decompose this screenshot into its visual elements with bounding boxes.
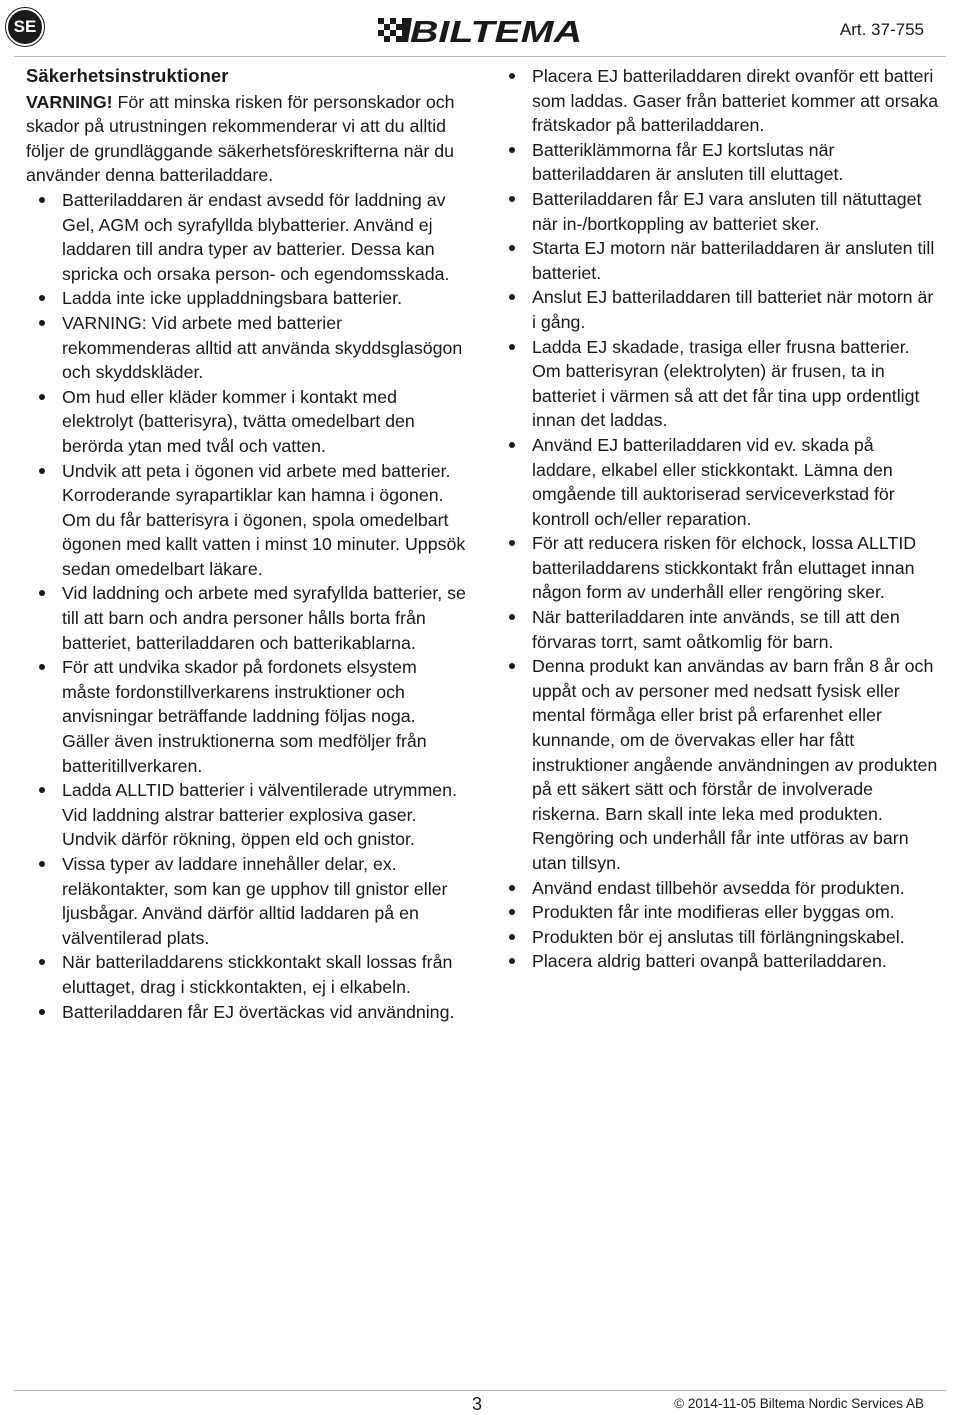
list-item: För att undvika skador på fordonets elsystem måste fordonstillverkarens instruktioner och anvisningar beträffande laddning följas noga. Gäller även instruktionerna som medföljer från batteritillverkaren. <box>26 655 466 778</box>
list-item: VARNING: Vid arbete med batterier rekommenderas alltid att använda skyddsglasögon och skyddskläder. <box>26 311 466 385</box>
right-safety-list <box>508 64 942 974</box>
list-item: Ladda EJ skadade, trasiga eller frusna batterier. Om batterisyran (elektrolyten) är frusen, ta in batteriet i värmen så att det får tina upp ordentligt innan det laddas. <box>508 335 942 433</box>
left-column <box>26 64 466 1024</box>
footer-divider <box>14 1390 946 1391</box>
list-item: Starta EJ motorn när batteriladdaren är ansluten till batteriet. <box>508 236 942 285</box>
svg-text:BILTEMA: BILTEMA <box>410 14 582 46</box>
intro-paragraph <box>26 90 466 188</box>
list-item: Vid laddning och arbete med syrafyllda batterier, se till att barn och andra personer hålls borta från batteriet, batteriladdaren och batterikablarna. <box>26 581 466 655</box>
list-item: Batteriladdaren får EJ vara ansluten till nätuttaget när in-/bortkoppling av batteriet sker. <box>508 187 942 236</box>
list-item: Använd endast tillbehör avsedda för produkten. <box>508 876 942 901</box>
section-heading: Säkerhetsinstruktioner <box>26 65 229 86</box>
intro-warning: VARNING! <box>26 91 113 112</box>
copyright-notice: © 2014-11-05 Biltema Nordic Services AB <box>674 1396 924 1411</box>
list-item: Placera aldrig batteri ovanpå batteriladdaren. <box>508 949 942 974</box>
list-item: När batteriladdaren inte används, se till att den förvaras torrt, samt oåtkomlig för barn. <box>508 605 942 654</box>
list-item: Använd EJ batteriladdaren vid ev. skada på laddare, elkabel eller stickkontakt. Lämna den omgående till auktoriserad serviceverkstad för kontroll och/eller reparation. <box>508 433 942 531</box>
list-item: Batteriladdaren är endast avsedd för laddning av Gel, AGM och syrafyllda blybatterier. Använd ej laddaren till andra typer av batterier. Dessa kan spricka och orsaka person- och egendomsskada. <box>26 188 466 286</box>
language-badge <box>6 8 44 46</box>
list-item: När batteriladdarens stickkontakt skall lossas från eluttaget, drag i stickkontakten, ej i elkabeln. <box>26 950 466 999</box>
list-item: Placera EJ batteriladdaren direkt ovanför ett batteri som laddas. Gaser från batteriet kommer att orsaka frätskador på batteriladdaren. <box>508 64 942 138</box>
list-item: Ladda ALLTID batterier i välventilerade utrymmen. Vid laddning alstrar batterier explosiva gaser. Undvik därför rökning, öppen eld och gnistor. <box>26 778 466 852</box>
page-number: 3 <box>472 1394 483 1414</box>
list-item: För att reducera risken för elchock, lossa ALLTID batteriladdarens stickkontakt från eluttaget innan någon form av underhåll eller rengöring sker. <box>508 531 942 605</box>
list-item: Om hud eller kläder kommer i kontakt med elektrolyt (batterisyra), tvätta omedelbart den berörda ytan med tvål och vatten. <box>26 385 466 459</box>
list-item: Vissa typer av laddare innehåller delar, ex. reläkontakter, som kan ge upphov till gnistor eller ljusbågar. Använd därför alltid laddaren på en välventilerad plats. <box>26 852 466 950</box>
list-item: Batteriladdaren får EJ övertäckas vid användning. <box>26 1000 466 1025</box>
list-item: Ladda inte icke uppladdningsbara batterier. <box>26 286 466 311</box>
page-header <box>0 0 960 62</box>
list-item: Anslut EJ batteriladdaren till batteriet när motorn är i gång. <box>508 285 942 334</box>
language-code: SE <box>13 17 37 36</box>
left-safety-list <box>26 188 466 1024</box>
article-number: Art. 37-755 <box>839 20 924 39</box>
list-item: Produkten bör ej anslutas till förlängningskabel. <box>508 925 942 950</box>
list-item: Denna produkt kan användas av barn från 8 år och uppåt och av personer med nedsatt fysisk eller mental förmåga eller brist på erfarenhet eller kunnande, om de övervakas eller har fått instruktioner angående användningen av produkten på ett säkert sätt och förstår de involverade riskerna. Barn skall inte leka med produkten. Rengöring och underhåll får inte utföras av barn utan tillsyn. <box>508 654 942 875</box>
header-divider <box>14 56 946 57</box>
right-column <box>508 64 942 974</box>
biltema-logo <box>378 14 584 46</box>
list-item: Produkten får inte modifieras eller byggas om. <box>508 900 942 925</box>
intro-text: För att minska risken för personskador och skador på utrustningen rekommenderar vi att du alltid följer de grundläggande säkerhetsföreskrifterna när du använder denna batteriladdare. <box>26 91 455 186</box>
list-item: Batteriklämmorna får EJ kortslutas när batteriladdaren är ansluten till eluttaget. <box>508 138 942 187</box>
list-item: Undvik att peta i ögonen vid arbete med batterier. Korroderande syrapartiklar kan hamna i ögonen. Om du får batterisyra i ögonen, spola omedelbart ögonen med kallt vatten i minst 10 minuter. Uppsök sedan omedelbart läkare. <box>26 459 466 582</box>
